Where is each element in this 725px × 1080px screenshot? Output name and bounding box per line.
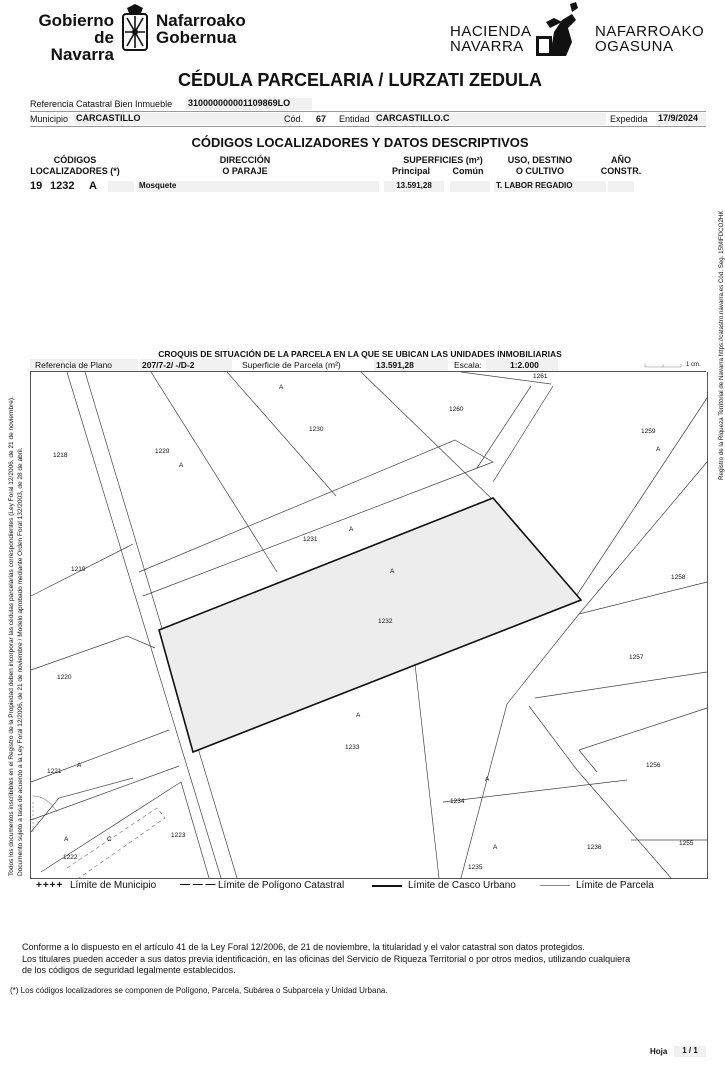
- parcel-label-1232: 1232: [378, 618, 393, 625]
- col-uso-header: USO, DESTINO O CULTIVO: [507, 155, 573, 176]
- parcel-label-1219: 1219: [71, 566, 86, 573]
- parcel-label-1221: 1221: [47, 768, 62, 775]
- gov-right-line1: Nafarroako: [156, 11, 246, 30]
- parcel-label-1220: 1220: [57, 674, 72, 681]
- gov-left-line1: Gobierno: [38, 11, 114, 30]
- expedida-label: Expedida: [610, 114, 648, 124]
- row-subarea: A: [89, 180, 97, 192]
- subarea-label: A: [179, 462, 184, 469]
- hac-right-line1: NAFARROAKO: [595, 23, 705, 40]
- scale-unit: 1 cm.: [686, 362, 701, 368]
- row-ano: [608, 181, 634, 192]
- superficie-parcela-label: Superficie de Parcela (m²): [242, 360, 341, 370]
- legend-municipio-label: Límite de Municipio: [70, 880, 157, 891]
- divider: [30, 111, 706, 112]
- footer-line2: Los titulares pueden acceder a sus datos previa identificación, en las oficinas del Servicio de Riqueza Territorial o por otros medios, utilizando cualquiera: [22, 953, 631, 964]
- navarra-coat-of-arms-icon: [118, 4, 152, 54]
- gobierno-navarra-logo: [30, 4, 280, 64]
- legend-poligono-symbol: — — —: [180, 879, 216, 890]
- footer-line3: de los códigos de seguridad legalmente establecidos.: [22, 965, 236, 975]
- parcel-label-1218: 1218: [53, 452, 68, 459]
- row-principal: 13.591,28: [384, 181, 444, 192]
- legend-casco-line: [372, 885, 402, 887]
- parcel-label-1235: 1235: [468, 864, 483, 871]
- escala-label: Escala:: [454, 360, 482, 370]
- footer-legal: [22, 942, 702, 977]
- footer-line1: Conforme a lo dispuesto en el artículo 41 de la Ley Foral 12/2006, de 21 de noviembre, la titularidad y el valor catastral son datos protegidos.: [22, 942, 585, 952]
- parcel-label-1234: 1234: [450, 798, 465, 805]
- gov-left-line2: de Navarra: [50, 28, 114, 64]
- cod-value: 67: [316, 114, 327, 124]
- parcel-label-1258: 1258: [671, 574, 686, 581]
- parcel-label-1256: 1256: [646, 762, 661, 769]
- gov-right-line2: Gobernua: [156, 28, 237, 47]
- col-principal-header: Principal: [391, 166, 430, 176]
- parcel-label-1233: 1233: [345, 744, 360, 751]
- hoja-label: Hoja: [650, 1047, 668, 1056]
- row-parcela: 1232: [50, 180, 75, 192]
- parcel-label-1255: 1255: [679, 840, 694, 847]
- parcel-label-1223: 1223: [171, 832, 186, 839]
- croquis-title: CROQUIS DE SITUACIÓN DE LA PARCELA EN LA QUE SE UBICAN LAS UNIDADES INMOBILIARIAS: [158, 349, 562, 359]
- ref-catastral-value: 310000000001109869LO: [186, 98, 312, 110]
- subarea-label: A: [77, 762, 82, 769]
- subarea-label: A: [390, 568, 395, 575]
- cod-label: Cód.: [284, 114, 304, 124]
- left-legal-text-2: Documento sujeto a tasa de acuerdo a la Ley Foral 12/2006, de 21 de noviembre / Modelo aprobado mediante Orden Foral 132/2003, de 28 de abril.: [17, 447, 24, 876]
- row-empty-cell: [108, 181, 134, 192]
- document-title: CÉDULA PARCELARIA / LURZATI ZEDULA: [178, 70, 542, 90]
- legend-municipio-symbol: ++++: [36, 880, 64, 891]
- map-legend: [36, 879, 702, 893]
- parcel-label-1229: 1229: [155, 448, 170, 455]
- subarea-label: A: [493, 844, 498, 851]
- subarea-label: A: [349, 526, 354, 533]
- map-drawing: [31, 372, 707, 878]
- hoja-value: 1 / 1: [674, 1046, 706, 1057]
- hac-left-line1: HACIENDA: [450, 23, 532, 40]
- row-comun: [450, 181, 490, 192]
- section-title: CÓDIGOS LOCALIZADORES Y DATOS DESCRIPTIVOS: [191, 135, 529, 150]
- row-poligono: 19: [30, 180, 43, 192]
- parcel-label-1230: 1230: [309, 426, 324, 433]
- expedida-value: 17/9/2024: [656, 113, 706, 125]
- col-superficies-header: SUPERFICIES (m²): [403, 155, 483, 165]
- escala-value: 1:2.000: [486, 359, 558, 371]
- superficie-parcela-value: 13.591,28: [374, 359, 448, 371]
- legend-parcela-line: [540, 885, 570, 886]
- hac-right-line2: OGASUNA: [595, 38, 674, 55]
- croquis-info-bar: [30, 359, 706, 372]
- parcel-label-1257: 1257: [629, 654, 644, 661]
- ref-plano-label: Referencia de Plano: [35, 360, 113, 370]
- municipio-value: CARCASTILLO: [74, 113, 296, 125]
- row-uso: T. LABOR REGADIO: [494, 181, 606, 192]
- subarea-label: A: [356, 712, 361, 719]
- hacienda-navarra-logo: [450, 2, 720, 58]
- parcel-label-1261: 1261: [533, 373, 548, 380]
- footer-note: (*) Los códigos localizadores se componen de Polígono, Parcela, Subárea o Subparcela y Unidad Urbana.: [10, 986, 388, 995]
- hac-left-line2: NAVARRA: [450, 38, 524, 55]
- hacienda-figure-icon: [532, 2, 592, 58]
- cadastral-map: [30, 372, 708, 879]
- ref-plano-value: 207/7-2/ -/D-2: [140, 359, 232, 371]
- col-codigos-header: CÓDIGOS LOCALIZADORES (*): [30, 155, 120, 176]
- entidad-label: Entidad: [339, 114, 370, 124]
- divider: [30, 126, 706, 127]
- col-comun-header: Común: [452, 166, 484, 176]
- row-paraje: Mosquete: [137, 181, 379, 192]
- scale-bar-icon: [643, 359, 683, 371]
- left-legal-text: Todos los documentos inscribibles en el Registro de la Propiedad deben incorporar las cédulas parcelarias correspondientes (Ley Foral 12/2006, de 21 de noviembre).: [8, 396, 15, 876]
- municipio-label: Municipio: [30, 114, 69, 124]
- entidad-value: CARCASTILLO.C: [374, 113, 606, 125]
- ref-catastral-label: Referencia Catastral Bien Inmueble: [30, 99, 173, 109]
- legend-casco-label: Límite de Casco Urbano: [408, 880, 516, 891]
- subarea-label: A: [64, 836, 69, 843]
- parcel-label-1222: 1222: [63, 854, 78, 861]
- subarea-label: A: [656, 446, 661, 453]
- subarea-label: A: [279, 384, 284, 391]
- col-direccion-header: DIRECCIÓN O PARAJE: [219, 155, 271, 176]
- legend-poligono-label: Límite de Polígono Catastral: [218, 880, 345, 891]
- right-registry-text: Registro de la Riqueza Territorial de Navarra https://catastro.navarra.es Cód. Seg. 15MIFDCO2HK: [718, 210, 725, 480]
- parcel-label-1236: 1236: [587, 844, 602, 851]
- parcel-label-1231: 1231: [303, 536, 318, 543]
- parcel-label-1260: 1260: [449, 406, 464, 413]
- subarea-label: A: [485, 776, 490, 783]
- legend-parcela-label: Límite de Parcela: [576, 880, 654, 891]
- subarea-label-c: C: [107, 836, 112, 843]
- col-ano-header: AÑO CONSTR.: [600, 155, 642, 176]
- parcel-label-1259: 1259: [641, 428, 656, 435]
